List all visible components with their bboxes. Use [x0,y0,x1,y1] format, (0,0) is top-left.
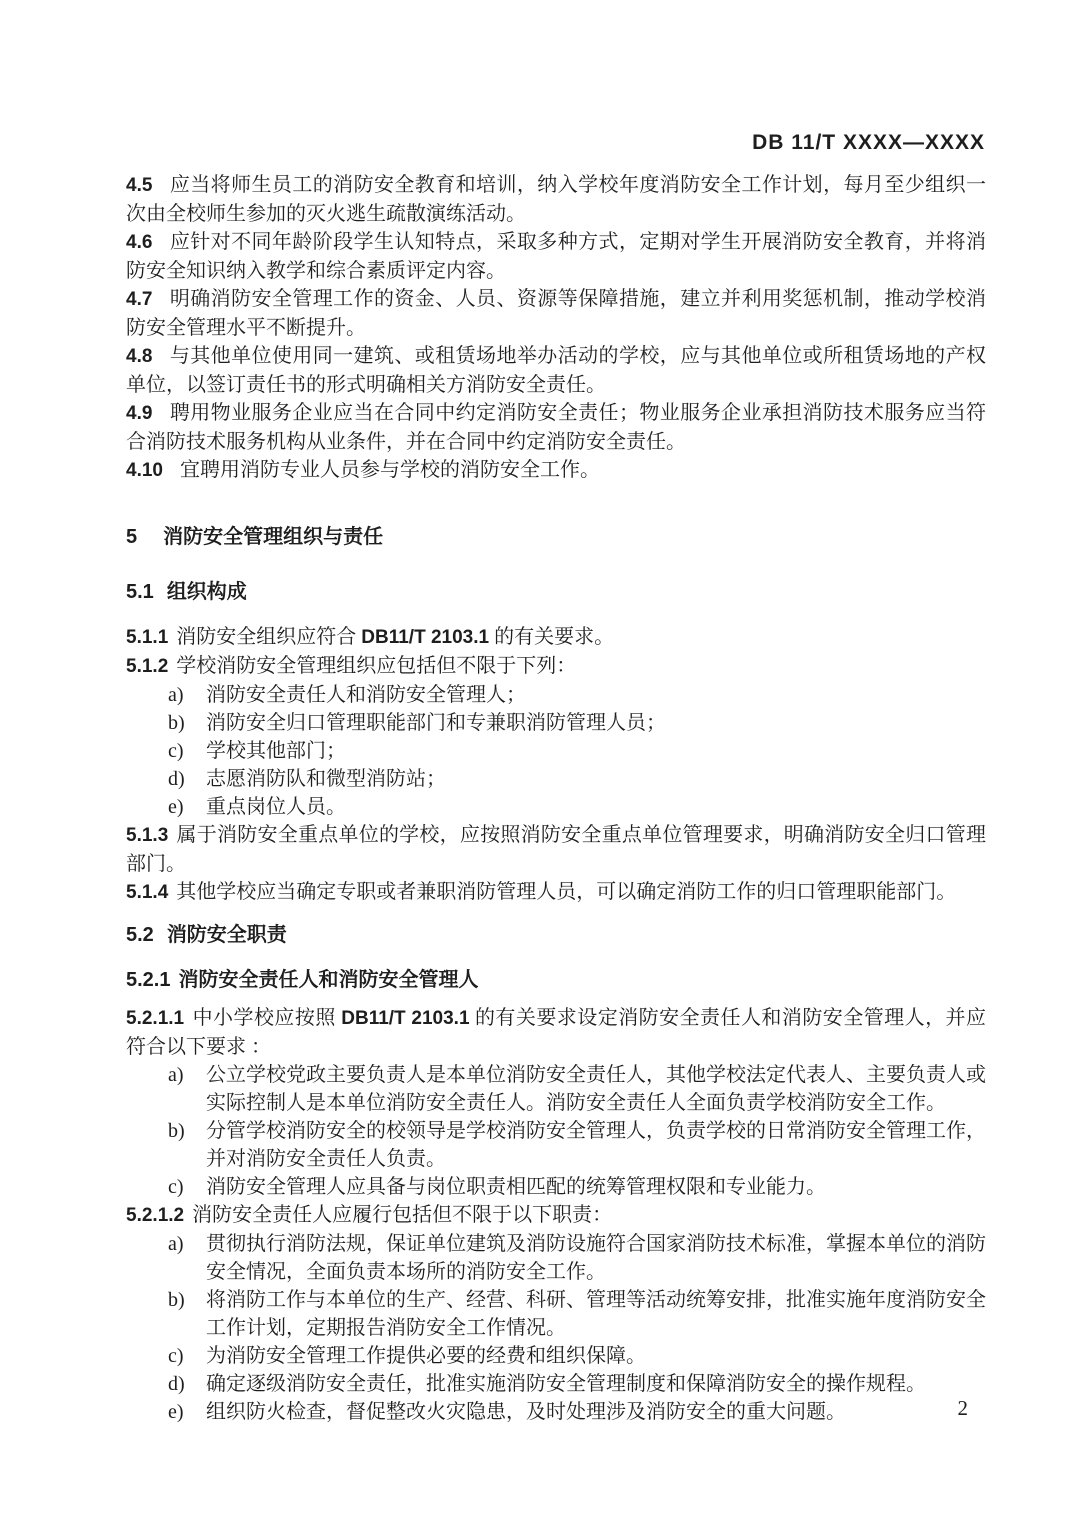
list-item-5-2-1-2-c [126,1342,986,1370]
subsection-heading-5-2-1 [126,966,986,994]
section-heading-5 [126,523,986,551]
standard-reference: DB11/T 2103.1 [361,627,490,648]
list-item-text: 分管学校消防安全的校领导是学校消防安全管理人，负责学校的日常消防安全管理工作，并对消防安全责任人负责。 [206,1120,986,1170]
clause-text: 消防安全组织应符合 [176,626,362,648]
list-item-5-2-1-2-d [126,1370,986,1398]
clause-5-1-1 [126,623,986,652]
list-marker: c) [168,1345,184,1367]
heading-text: 消防安全职责 [166,924,287,946]
clause-text: 应当将师生员工的消防安全教育和培训，纳入学校年度消防安全工作计划，每月至少组织一次由全校师生参加的灭火逃生疏散演练活动。 [126,174,986,225]
subsection-heading-5-1 [126,578,986,606]
subsection-heading-5-2 [126,921,986,949]
clause-4-5 [126,171,986,228]
list-item-text: 消防安全管理人应具备与岗位职责相匹配的统筹管理权限和专业能力。 [206,1176,826,1198]
list-item-text: 组织防火检查，督促整改火灾隐患，及时处理涉及消防安全的重大问题。 [206,1401,846,1423]
list-marker: d) [168,1373,185,1395]
clause-text: 宜聘用消防专业人员参与学校的消防安全工作。 [179,459,600,481]
clause-4-7 [126,285,986,342]
list-item-5-2-1-1-a [126,1061,986,1117]
clause-number: 5.1.4 [126,882,169,903]
list-item-text: 消防安全责任人和消防安全管理人； [206,684,526,706]
list-item-text: 重点岗位人员。 [206,796,346,818]
list-marker: a) [168,1064,184,1086]
list-marker: b) [168,712,185,734]
clause-number: 4.10 [126,460,163,481]
list-item-5-1-2-c [126,737,986,765]
clause-number: 4.9 [126,403,153,424]
list-item-5-2-1-2-a [126,1230,986,1286]
clause-text: 应针对不同年龄阶段学生认知特点，采取多种方式，定期对学生开展消防安全教育，并将消防安全知识纳入教学和综合素质评定内容。 [126,231,986,282]
clause-text: 与其他单位使用同一建筑、或租赁场地举办活动的学校，应与其他单位或所租赁场地的产权单位，以签订责任书的形式明确相关方消防安全责任。 [126,345,986,396]
list-marker: b) [168,1120,185,1142]
clause-text: 中小学校应按照 [192,1007,342,1029]
clause-4-6 [126,228,986,285]
list-item-5-2-1-2-b [126,1286,986,1342]
clause-text: 其他学校应当确定专职或者兼职消防管理人员，可以确定消防工作的归口管理职能部门。 [176,881,957,903]
list-marker: a) [168,1233,184,1255]
clause-text: 属于消防安全重点单位的学校，应按照消防安全重点单位管理要求，明确消防安全归口管理部门。 [126,824,986,875]
clause-4-9 [126,399,986,456]
list-item-5-2-1-1-c [126,1173,986,1201]
list-item-text: 公立学校党政主要负责人是本单位消防安全责任人，其他学校法定代表人、主要负责人或实际控制人是本单位消防安全责任人。消防安全责任人全面负责学校消防安全工作。 [206,1064,986,1114]
heading-text: 消防安全管理组织与责任 [163,526,384,548]
list-item-text: 志愿消防队和微型消防站； [206,768,446,790]
heading-number: 5 [126,526,138,548]
clause-5-1-3 [126,821,986,878]
clause-number: 4.8 [126,346,153,367]
heading-text: 消防安全责任人和消防安全管理人 [178,969,479,991]
heading-number: 5.2 [126,924,154,946]
list-item-text: 确定逐级消防安全责任，批准实施消防安全管理制度和保障消防安全的操作规程。 [206,1373,926,1395]
standard-reference: DB11/T 2103.1 [341,1008,470,1029]
clause-number: 4.5 [126,175,153,196]
list-marker: a) [168,684,184,706]
list-marker: c) [168,740,184,762]
heading-number: 5.1 [126,581,154,603]
list-item-text: 学校其他部门； [206,740,346,762]
clause-number: 5.1.3 [126,825,169,846]
list-marker: b) [168,1289,185,1311]
clause-5-2-1-1 [126,1004,986,1061]
page-number: 2 [957,1396,968,1420]
list-marker: e) [168,1401,184,1423]
clause-text: 学校消防安全管理组织应包括但不限于下列： [176,655,577,677]
clause-text: 明确消防安全管理工作的资金、人员、资源等保障措施，建立并利用奖惩机制，推动学校消防安全管理水平不断提升。 [126,288,986,339]
clause-4-8 [126,342,986,399]
list-marker: e) [168,796,184,818]
clause-number: 5.2.1.2 [126,1205,185,1226]
list-item-5-2-1-1-b [126,1117,986,1173]
clause-number: 5.1.1 [126,627,169,648]
clause-5-2-1-2 [126,1201,986,1230]
list-item-text: 贯彻执行消防法规，保证单位建筑及消防设施符合国家消防技术标准，掌握本单位的消防安全情况，全面负责本场所的消防安全工作。 [206,1233,986,1283]
clause-text: 的有关要求设定消防安全责任人和消防安全管理人，并应符合以下要求 ： [126,1007,986,1058]
list-item-5-1-2-e [126,793,986,821]
clause-number: 4.7 [126,289,153,310]
clause-4-10 [126,456,986,485]
list-item-5-1-2-a [126,681,986,709]
list-item-5-1-2-d [126,765,986,793]
list-item-text: 消防安全归口管理职能部门和专兼职消防管理人员； [206,712,666,734]
list-item-text: 将消防工作与本单位的生产、经营、科研、管理等活动统筹安排，批准实施年度消防安全工作计划，定期报告消防安全工作情况。 [206,1289,986,1339]
clause-5-1-2 [126,652,986,681]
list-item-text: 为消防安全管理工作提供必要的经费和组织保障。 [206,1345,646,1367]
heading-text: 组织构成 [166,581,247,603]
clause-text: 消防安全责任人应履行包括但不限于以下职责： [192,1204,613,1226]
clause-number: 4.6 [126,232,153,253]
list-item-5-2-1-2-e [126,1398,986,1426]
clause-number: 5.2.1.1 [126,1008,185,1029]
list-marker: c) [168,1176,184,1198]
doc-code: DB 11/T XXXX—XXXX [752,131,985,154]
list-marker: d) [168,768,185,790]
clause-5-1-4 [126,878,986,907]
clause-text: 的有关要求。 [489,626,615,648]
page-content [126,171,986,1426]
heading-number: 5.2.1 [126,969,171,991]
clause-text: 聘用物业服务企业应当在合同中约定消防安全责任；物业服务企业承担消防技术服务应当符合消防技术服务机构从业条件，并在合同中约定消防安全责任。 [126,402,986,453]
clause-number: 5.1.2 [126,656,169,677]
list-item-5-1-2-b [126,709,986,737]
